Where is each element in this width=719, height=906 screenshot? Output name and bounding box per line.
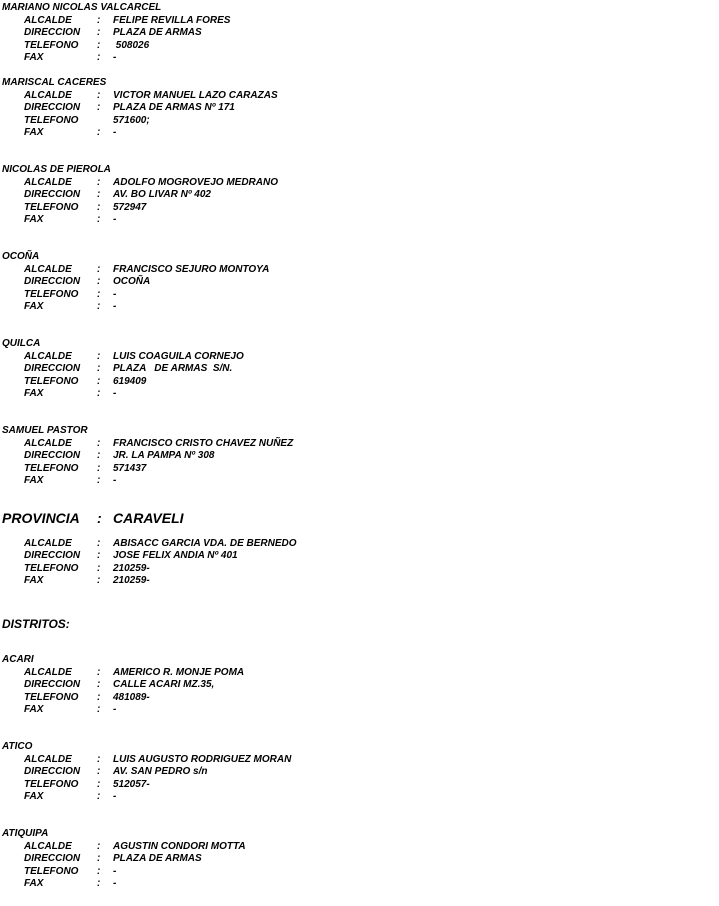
fax-row — [0, 52, 719, 64]
separator-colon: : — [97, 289, 101, 300]
fax-label: FAX — [24, 791, 44, 802]
alcalde-row — [0, 177, 719, 189]
fax-value: - — [113, 52, 117, 63]
fax-row — [0, 127, 719, 139]
fax-label: FAX — [24, 214, 44, 225]
telefono-row — [0, 463, 719, 475]
separator-colon: : — [97, 866, 101, 877]
alcalde-row — [0, 90, 719, 102]
telefono-label: TELEFONO — [24, 40, 79, 51]
fax-value: - — [113, 791, 117, 802]
alcalde-row — [0, 754, 719, 766]
separator-colon: : — [97, 450, 101, 461]
telefono-label: TELEFONO — [24, 376, 79, 387]
separator-colon: : — [97, 704, 101, 715]
alcalde-value: FRANCISCO CRISTO CHAVEZ NUÑEZ — [113, 438, 294, 449]
alcalde-label: ALCALDE — [24, 90, 72, 101]
telefono-row — [0, 202, 719, 214]
separator-colon: : — [97, 301, 101, 312]
direccion-label: DIRECCION — [24, 679, 81, 690]
telefono-row — [0, 866, 719, 878]
direccion-row — [0, 853, 719, 865]
fax-label: FAX — [24, 475, 44, 486]
fax-label: FAX — [24, 127, 44, 138]
alcalde-value: AGUSTIN CONDORI MOTTA — [113, 841, 246, 852]
telefono-value: 512057- — [113, 779, 150, 790]
separator-colon: : — [97, 388, 101, 399]
telefono-label: TELEFONO — [24, 692, 79, 703]
district-name: SAMUEL PASTOR — [2, 425, 88, 436]
direccion-label: DIRECCION — [24, 102, 81, 113]
distritos-heading: DISTRITOS: — [2, 617, 70, 631]
separator-colon: : — [97, 102, 101, 113]
alcalde-label: ALCALDE — [24, 538, 72, 549]
direccion-value: JOSE FELIX ANDIA Nº 401 — [113, 550, 238, 561]
direccion-label: DIRECCION — [24, 766, 81, 777]
separator-colon: : — [97, 127, 101, 138]
direccion-value: CALLE ACARI MZ.35, — [113, 679, 215, 690]
fax-value: - — [113, 704, 117, 715]
alcalde-value: VICTOR MANUEL LAZO CARAZAS — [113, 90, 278, 101]
separator-colon: : — [97, 754, 101, 765]
fax-row — [0, 575, 719, 587]
alcalde-row — [0, 351, 719, 363]
separator-colon: : — [97, 679, 101, 690]
separator-colon: : — [97, 264, 101, 275]
direccion-value: OCOÑA — [113, 276, 151, 287]
direccion-value: PLAZA DE ARMAS S/N. — [113, 363, 233, 374]
direccion-value: AV. BO LIVAR Nº 402 — [113, 189, 211, 200]
direccion-label: DIRECCION — [24, 450, 81, 461]
direccion-row — [0, 679, 719, 691]
alcalde-value: AMERICO R. MONJE POMA — [113, 667, 245, 678]
telefono-value: 571437 — [113, 463, 147, 474]
telefono-row — [0, 289, 719, 301]
direccion-value: PLAZA DE ARMAS — [113, 853, 202, 864]
alcalde-label: ALCALDE — [24, 264, 72, 275]
telefono-value: 571600; — [113, 115, 150, 126]
fax-value: - — [113, 388, 117, 399]
telefono-row — [0, 692, 719, 704]
direccion-value: PLAZA DE ARMAS Nº 171 — [113, 102, 235, 113]
separator-colon: : — [97, 841, 101, 852]
fax-label: FAX — [24, 704, 44, 715]
fax-row — [0, 214, 719, 226]
alcalde-value: FRANCISCO SEJURO MONTOYA — [113, 264, 270, 275]
separator-colon: : — [97, 766, 101, 777]
separator-colon: : — [97, 550, 101, 561]
telefono-value: - — [113, 289, 117, 300]
fax-label: FAX — [24, 388, 44, 399]
alcalde-row — [0, 667, 719, 679]
fax-value: - — [113, 214, 117, 225]
separator-colon: : — [97, 214, 101, 225]
telefono-row — [0, 376, 719, 388]
alcalde-label: ALCALDE — [24, 667, 72, 678]
separator-colon: : — [97, 376, 101, 387]
separator-colon: : — [97, 692, 101, 703]
separator-colon: : — [97, 463, 101, 474]
telefono-row — [0, 779, 719, 791]
separator-colon: : — [97, 475, 101, 486]
alcalde-value: FELIPE REVILLA FORES — [113, 15, 231, 26]
direccion-label: DIRECCION — [24, 276, 81, 287]
separator-colon: : — [97, 667, 101, 678]
separator-colon: : — [97, 779, 101, 790]
separator-colon: : — [97, 791, 101, 802]
province-name: CARAVELI — [113, 510, 184, 526]
telefono-row — [0, 563, 719, 575]
alcalde-label: ALCALDE — [24, 15, 72, 26]
telefono-value: 508026 — [113, 40, 150, 51]
district-name: ATICO — [2, 741, 33, 752]
alcalde-label: ALCALDE — [24, 841, 72, 852]
alcalde-label: ALCALDE — [24, 438, 72, 449]
district-name: MARISCAL CACERES — [2, 77, 107, 88]
fax-label: FAX — [24, 575, 44, 586]
separator-colon: : — [97, 438, 101, 449]
fax-row — [0, 791, 719, 803]
telefono-label: TELEFONO — [24, 202, 79, 213]
alcalde-row — [0, 538, 719, 550]
separator-colon: : — [97, 276, 101, 287]
telefono-value: 619409 — [113, 376, 147, 387]
direccion-value: PLAZA DE ARMAS — [113, 27, 202, 38]
telefono-label: TELEFONO — [24, 115, 79, 126]
alcalde-label: ALCALDE — [24, 177, 72, 188]
alcalde-label: ALCALDE — [24, 351, 72, 362]
district-name: QUILCA — [2, 338, 41, 349]
district-name: ACARI — [2, 654, 34, 665]
separator-colon: : — [97, 351, 101, 362]
fax-label: FAX — [24, 878, 44, 889]
alcalde-value: LUIS AUGUSTO RODRIGUEZ MORAN — [113, 754, 292, 765]
direccion-row — [0, 189, 719, 201]
direccion-label: DIRECCION — [24, 853, 81, 864]
province-label: PROVINCIA — [2, 510, 80, 526]
fax-row — [0, 301, 719, 313]
telefono-row — [0, 40, 719, 52]
direccion-row — [0, 27, 719, 39]
fax-value: 210259- — [113, 575, 150, 586]
telefono-label: TELEFONO — [24, 563, 79, 574]
separator-colon: : — [97, 538, 101, 549]
alcalde-row — [0, 264, 719, 276]
direccion-label: DIRECCION — [24, 27, 81, 38]
fax-row — [0, 704, 719, 716]
fax-label: FAX — [24, 52, 44, 63]
telefono-label: TELEFONO — [24, 463, 79, 474]
telefono-value: - — [113, 866, 117, 877]
separator-colon: : — [97, 202, 101, 213]
alcalde-row — [0, 438, 719, 450]
alcalde-row — [0, 841, 719, 853]
alcalde-label: ALCALDE — [24, 754, 72, 765]
direccion-label: DIRECCION — [24, 363, 81, 374]
direccion-row — [0, 550, 719, 562]
separator-colon: : — [97, 27, 101, 38]
district-name: OCOÑA — [2, 251, 40, 262]
alcalde-value: ADOLFO MOGROVEJO MEDRANO — [113, 177, 279, 188]
separator-colon: : — [97, 189, 101, 200]
direccion-row — [0, 363, 719, 375]
separator-colon: : — [97, 563, 101, 574]
telefono-label: TELEFONO — [24, 289, 79, 300]
telefono-row — [0, 115, 719, 127]
alcalde-row — [0, 15, 719, 27]
fax-value: - — [113, 878, 117, 889]
separator-colon: : — [97, 575, 101, 586]
fax-row — [0, 388, 719, 400]
district-name: NICOLAS DE PIEROLA — [2, 164, 111, 175]
fax-row — [0, 475, 719, 487]
district-name: ATIQUIPA — [2, 828, 49, 839]
direccion-value: AV. SAN PEDRO s/n — [113, 766, 208, 777]
separator-colon: : — [97, 363, 101, 374]
fax-value: - — [113, 127, 117, 138]
separator-colon: : — [97, 52, 101, 63]
fax-label: FAX — [24, 301, 44, 312]
telefono-value: 572947 — [113, 202, 147, 213]
separator-colon: : — [97, 177, 101, 188]
telefono-label: TELEFONO — [24, 866, 79, 877]
alcalde-value: ABISACC GARCIA VDA. DE BERNEDO — [113, 538, 297, 549]
direccion-label: DIRECCION — [24, 550, 81, 561]
separator-colon: : — [97, 90, 101, 101]
direccion-label: DIRECCION — [24, 189, 81, 200]
separator-colon: : — [97, 40, 101, 51]
fax-row — [0, 878, 719, 890]
direccion-row — [0, 276, 719, 288]
telefono-value: 210259- — [113, 563, 150, 574]
fax-value: - — [113, 301, 117, 312]
direccion-row — [0, 450, 719, 462]
separator-colon: : — [97, 15, 101, 26]
telefono-value: 481089- — [113, 692, 150, 703]
alcalde-value: LUIS COAGUILA CORNEJO — [113, 351, 244, 362]
fax-value: - — [113, 475, 117, 486]
separator-colon: : — [97, 878, 101, 889]
province-colon: : — [97, 510, 102, 526]
telefono-label: TELEFONO — [24, 779, 79, 790]
separator-colon: : — [97, 853, 101, 864]
direccion-value: JR. LA PAMPA Nº 308 — [113, 450, 215, 461]
district-name: MARIANO NICOLAS VALCARCEL — [2, 2, 162, 13]
direccion-row — [0, 102, 719, 114]
direccion-row — [0, 766, 719, 778]
